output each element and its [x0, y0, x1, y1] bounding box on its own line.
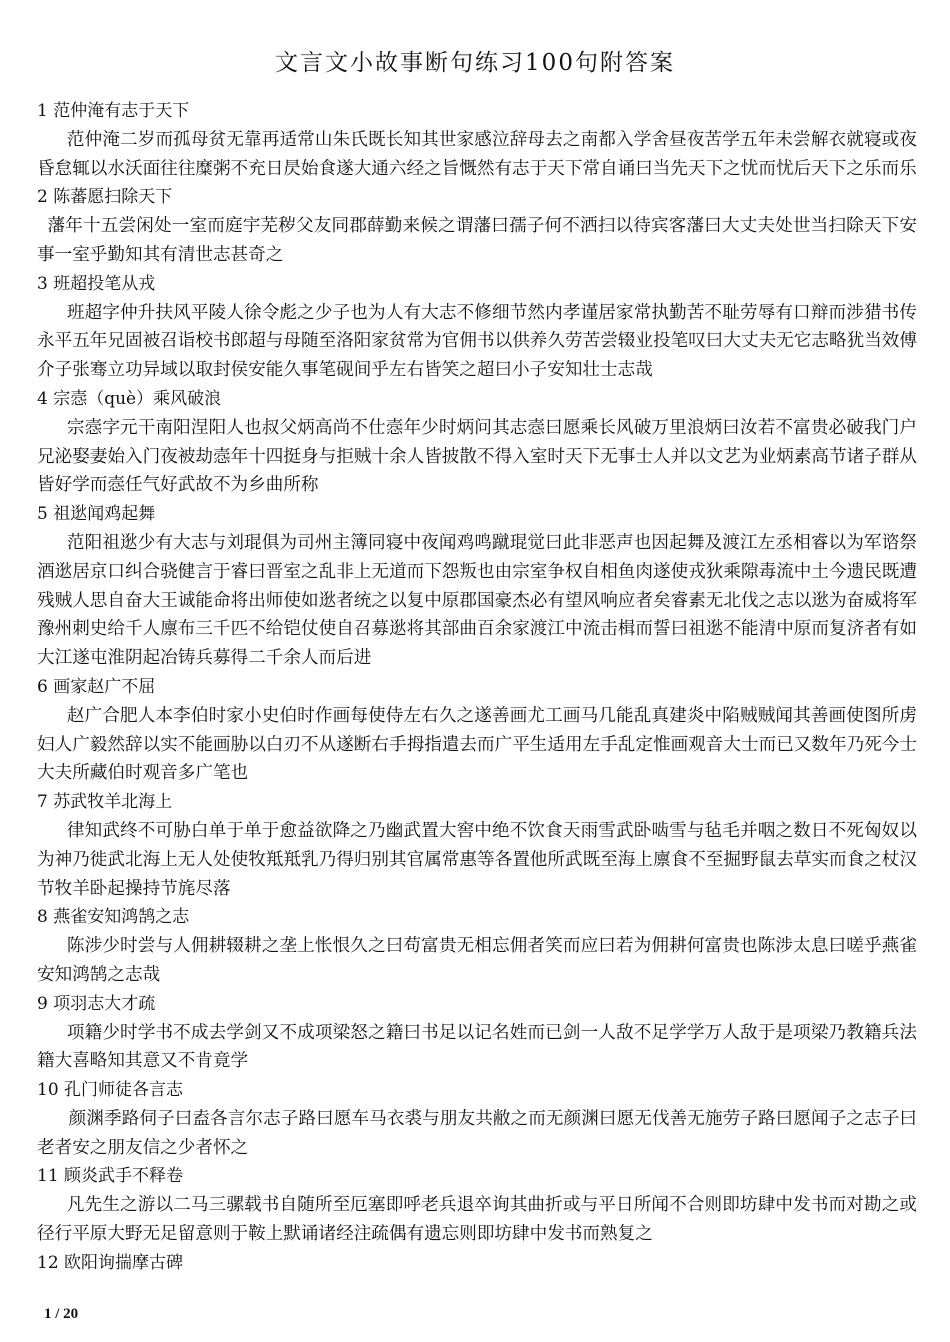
story-heading: 4 宗悫（què）乘风破浪: [37, 388, 222, 409]
story-text: 范仲淹二岁而孤母贫无靠再适常山朱氏既长知其世家感泣辞母去之南都入学舍昼夜苦学五年未尝解衣就寝或夜昏怠辄以水沃面往往糜粥不充日昃始食遂大通六经之旨慨然有志于天下常自诵曰当先天下之忧而忧后天下之乐而乐: [37, 129, 917, 179]
story-text: 范阳祖逖少有大志与刘琨俱为司州主簿同寝中夜闻鸡鸣蹴琨觉曰此非恶声也因起舞及渡江左丞相睿以为军谘祭酒逖居京口纠合骁健言于睿曰晋室之乱非上无道而下怨叛也由宗室争权自相鱼肉遂使戎狄乘隙毒流中土今遗民既遭残贼人思自奋大王诚能命将出师使如逖者统之以复中原郡国豪杰必有望风响应者矣睿素无北伐之志以逖为奋威将军豫州刺史给千人廪布三千匹不给铠仗使自召募逖将其部曲百余家渡江中流击楫而誓曰祖逖不能清中原而复济者有如大江遂屯淮阴起冶铸兵募得二千余人而后进: [37, 532, 917, 669]
story-text: 颜渊季路伺子曰盍各言尔志子路曰愿车马衣裘与朋友共敝之而无颜渊曰愿无伐善无施劳子路曰愿闻子之志子曰老者安之朋友信之少者怀之: [37, 1108, 917, 1158]
page-number: 1 / 20: [44, 1306, 79, 1322]
story-text: 陈涉少时尝与人佣耕辍耕之垄上怅恨久之曰苟富贵无相忘佣者笑而应曰若为佣耕何富贵也陈涉太息曰嗟乎燕雀安知鸿鹄之志哉: [37, 936, 917, 985]
story-heading: 9 项羽志大才疏: [37, 993, 156, 1014]
document-body: [37, 97, 917, 1278]
story-text: 赵广合肥人本李伯时家小史伯时作画每使侍左右久之遂善画尤工画马几能乱真建炎中陷贼贼闻其善画使图所虏妇人广毅然辞以实不能画胁以白刃不从遂断右手拇指遣去而广平生适用左手乱定惟画观音大士而已又数年乃死今士大夫所藏伯时观音多广笔也: [37, 705, 917, 784]
story-heading: 2 陈蕃愿扫除天下: [37, 187, 173, 208]
story-heading: 7 苏武牧羊北海上: [37, 792, 173, 813]
story-heading: 5 祖逖闻鸡起舞: [37, 504, 156, 525]
story-text: 律知武终不可胁白单于单于愈益欲降之乃幽武置大窖中绝不饮食天雨雪武卧啮雪与毡毛并咽之数日不死匈奴以为神乃徙武北海上无人处使牧羝羝乳乃得归别其官属常惠等各置他所武既至海上廪食不至掘野鼠去草实而食之杖汉节牧羊卧起操持节旄尽落: [37, 820, 917, 899]
story-text: 宗悫字元干南阳涅阳人也叔父炳高尚不仕悫年少时炳问其志悫曰愿乘长风破万里浪炳曰汝若不富贵必破我门户兄泌娶妻始入门夜被劫悫年十四挺身与拒贼十余人皆披散不得入室时天下无事士人并以文艺为业炳素高节诸子群从皆好学而悫任气好武故不为乡曲所称: [37, 417, 917, 496]
story-text: 凡先生之游以二马三骡载书自随所至厄塞即呼老兵退卒询其曲折或与平日所闻不合则即坊肆中发书而对勘之或径行平原大野无足留意则于鞍上默诵诸经注疏偶有遗忘则即坊肆中发书而熟复之: [37, 1195, 917, 1245]
story-heading: 12 欧阳询揣摩古碑: [37, 1252, 184, 1273]
document-title: 文言文小故事断句练习100句附答案: [275, 50, 675, 76]
story-heading: 6 画家赵广不屈: [37, 676, 156, 697]
story-heading: 11 顾炎武手不释卷: [37, 1166, 184, 1187]
story-text: 藩年十五尝闲处一室而庭宇芜秽父友同郡薛勤来候之谓藩曰孺子何不洒扫以待宾客藩曰大丈夫处世当扫除天下安事一室乎勤知其有清世志甚奇之: [37, 216, 917, 265]
story-heading: 1 范仲淹有志于天下: [37, 101, 190, 121]
story-heading: 3 班超投笔从戎: [37, 273, 156, 294]
story-heading: 8 燕雀安知鸿鹄之志: [37, 907, 190, 928]
story-text: 班超字仲升扶风平陵人徐令彪之少子也为人有大志不修细节然内孝谨居家常执勤苦不耻劳辱有口辩而涉猎书传永平五年兄固被召诣校书郎超与母随至洛阳家贫常为官佣书以供养久劳苦尝辍业投笔叹曰大丈夫无它志略犹当效傅介子张骞立功异域以取封侯安能久事笔砚间乎左右皆笑之超曰小子安知壮士志哉: [37, 302, 917, 381]
story-text: 项籍少时学书不成去学剑又不成项梁怒之籍曰书足以记名姓而已剑一人敌不足学学万人敌于是项梁乃教籍兵法籍大喜略知其意又不肯竟学: [37, 1022, 917, 1072]
story-heading: 10 孔门师徒各言志: [37, 1080, 184, 1101]
